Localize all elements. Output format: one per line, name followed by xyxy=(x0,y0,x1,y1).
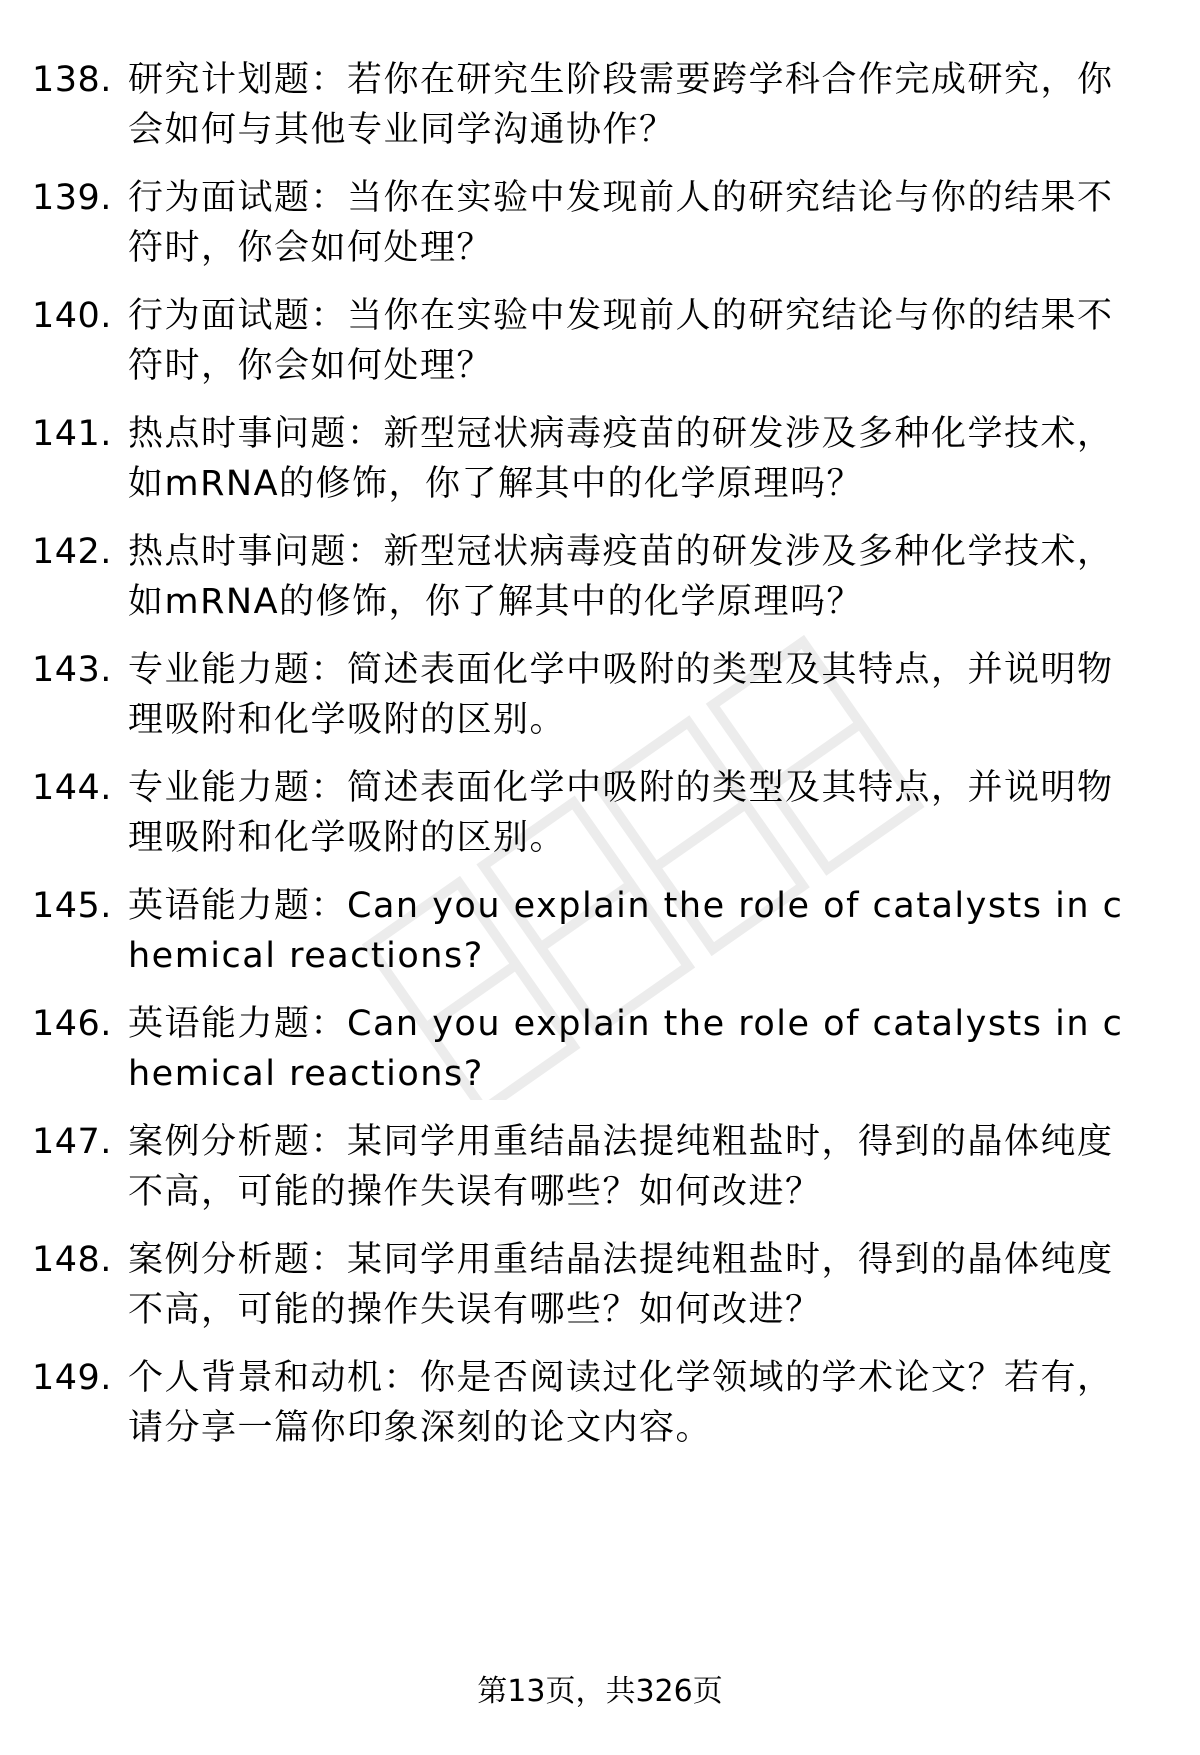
question-text: 热点时事问题：新型冠状病毒疫苗的研发涉及多种化学技术，如mRNA的修饰，你了解其中的化学原理吗？ xyxy=(128,414,1114,504)
page-number-label: 第13页，共326页 xyxy=(477,1674,723,1709)
question-number: 146. xyxy=(32,1004,112,1044)
question-item xyxy=(32,409,1142,519)
question-number: 147. xyxy=(32,1122,112,1162)
question-number: 142. xyxy=(32,532,112,572)
question-number: 140. xyxy=(32,296,112,336)
question-item xyxy=(32,645,1142,755)
question-text: 行为面试题：当你在实验中发现前人的研究结论与你的结果不符时，你会如何处理？ xyxy=(128,296,1114,386)
question-text: 英语能力题：Can you explain the role of catalysts in chemical reactions? xyxy=(128,1004,1124,1094)
question-item xyxy=(32,1353,1142,1463)
question-text: 专业能力题：简述表面化学中吸附的类型及其特点，并说明物理吸附和化学吸附的区别。 xyxy=(128,650,1114,740)
question-item xyxy=(32,291,1142,401)
question-number: 141. xyxy=(32,414,112,454)
page-footer xyxy=(0,1672,1200,1712)
question-item xyxy=(32,55,1142,165)
question-item xyxy=(32,881,1142,991)
question-text: 案例分析题：某同学用重结晶法提纯粗盐时，得到的晶体纯度不高，可能的操作失误有哪些？如何改进？ xyxy=(128,1122,1114,1212)
question-item xyxy=(32,1235,1142,1345)
question-item xyxy=(32,1117,1142,1227)
question-number: 139. xyxy=(32,178,112,218)
question-number: 148. xyxy=(32,1240,112,1280)
question-number: 138. xyxy=(32,60,112,100)
question-text: 研究计划题：若你在研究生阶段需要跨学科合作完成研究，你会如何与其他专业同学沟通协作？ xyxy=(128,60,1114,150)
question-text: 案例分析题：某同学用重结晶法提纯粗盐时，得到的晶体纯度不高，可能的操作失误有哪些？如何改进？ xyxy=(128,1240,1114,1330)
question-text: 个人背景和动机：你是否阅读过化学领域的学术论文？若有，请分享一篇你印象深刻的论文内容。 xyxy=(128,1358,1114,1448)
question-text: 行为面试题：当你在实验中发现前人的研究结论与你的结果不符时，你会如何处理？ xyxy=(128,178,1114,268)
question-item xyxy=(32,763,1142,873)
question-item xyxy=(32,173,1142,283)
question-number: 143. xyxy=(32,650,112,690)
question-number: 149. xyxy=(32,1358,112,1398)
question-item xyxy=(32,999,1142,1109)
question-item xyxy=(32,527,1142,637)
question-number: 144. xyxy=(32,768,112,808)
question-text: 热点时事问题：新型冠状病毒疫苗的研发涉及多种化学技术，如mRNA的修饰，你了解其中的化学原理吗？ xyxy=(128,532,1114,622)
question-text: 专业能力题：简述表面化学中吸附的类型及其特点，并说明物理吸附和化学吸附的区别。 xyxy=(128,768,1114,858)
question-number: 145. xyxy=(32,886,112,926)
question-text: 英语能力题：Can you explain the role of catalysts in chemical reactions? xyxy=(128,886,1124,976)
